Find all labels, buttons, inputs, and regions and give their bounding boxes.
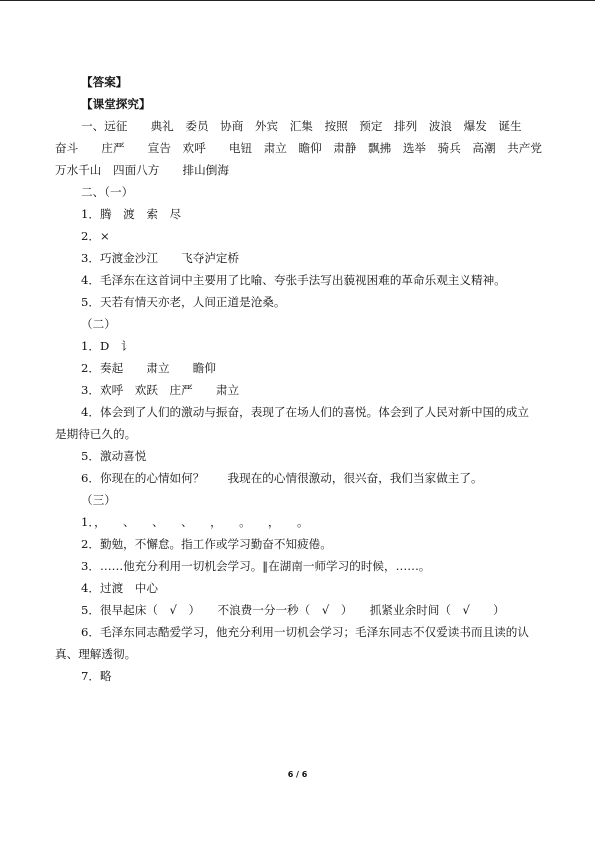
text-line: 1．D 讠	[81, 339, 133, 353]
text-line: 奋斗 庄严 宣告 欢呼 电钮 肃立 瞻仰 肃静 飘拂 选举 骑兵 高潮 共产党	[55, 141, 542, 155]
text-line: （二）	[81, 317, 116, 331]
page-number: 6 / 6	[287, 770, 308, 779]
text-line: 3．巧渡金沙江 飞夺泸定桥	[81, 251, 240, 265]
text-line: 6．毛泽东同志酷爱学习，他充分利用一切机会学习；毛泽东同志不仅爱读书而且读的认	[81, 625, 529, 639]
text-line: 5．激动喜悦	[81, 449, 147, 463]
text-line: 1．， 、 、 、 ， 。 ， 。	[81, 515, 309, 529]
text-line: 一、远征 典礼 委员 协商 外宾 汇集 按照 预定 排列 波浪 爆发 诞生	[81, 119, 522, 133]
text-line: （三）	[81, 493, 116, 507]
text-line: 二、（一）	[81, 185, 134, 199]
text-line: 4．过渡 中心	[81, 581, 158, 595]
text-line: 真、理解透彻。	[55, 647, 137, 661]
text-line: 1．腾 渡 索 尽	[81, 207, 182, 221]
top-border-line	[0, 0, 595, 1]
text-line: 4．体会到了人们的激动与振奋，表现了在场人们的喜悦。体会到了人民对新中国的成立	[81, 405, 529, 419]
text-line: 5．天若有情天亦老，人间正道是沧桑。	[81, 295, 286, 309]
text-line: 2．×	[81, 229, 110, 243]
text-line: 2．奏起 肃立 瞻仰	[81, 361, 216, 375]
text-line: 5．很早起床（ √ ） 不浪费一分一秒（ √ ） 抓紧业余时间（ √ ）	[81, 603, 505, 617]
text-line: 2．勤勉，不懈怠。指工作或学习勤奋不知疲倦。	[81, 537, 332, 551]
text-line: 3．欢呼 欢跃 庄严 肃立	[81, 383, 240, 397]
answer-heading: 【答案】	[81, 75, 128, 89]
text-line: 4．毛泽东在这首词中主要用了比喻、夸张手法写出藐视困难的革命乐观主义精神。	[81, 273, 506, 287]
text-line: 3．……他充分利用一切机会学习。‖在湖南一师学习的时候，……。	[81, 559, 431, 573]
text-line: 是期待已久的。	[55, 427, 137, 441]
text-line: 7．略	[81, 669, 112, 683]
section-heading: 【课堂探究】	[81, 97, 151, 111]
text-line: 万水千山 四面八方 排山倒海	[55, 163, 229, 177]
text-line: 6．你现在的心情如何？ 我现在的心情很激动，很兴奋，我们当家做主了。	[81, 471, 483, 485]
